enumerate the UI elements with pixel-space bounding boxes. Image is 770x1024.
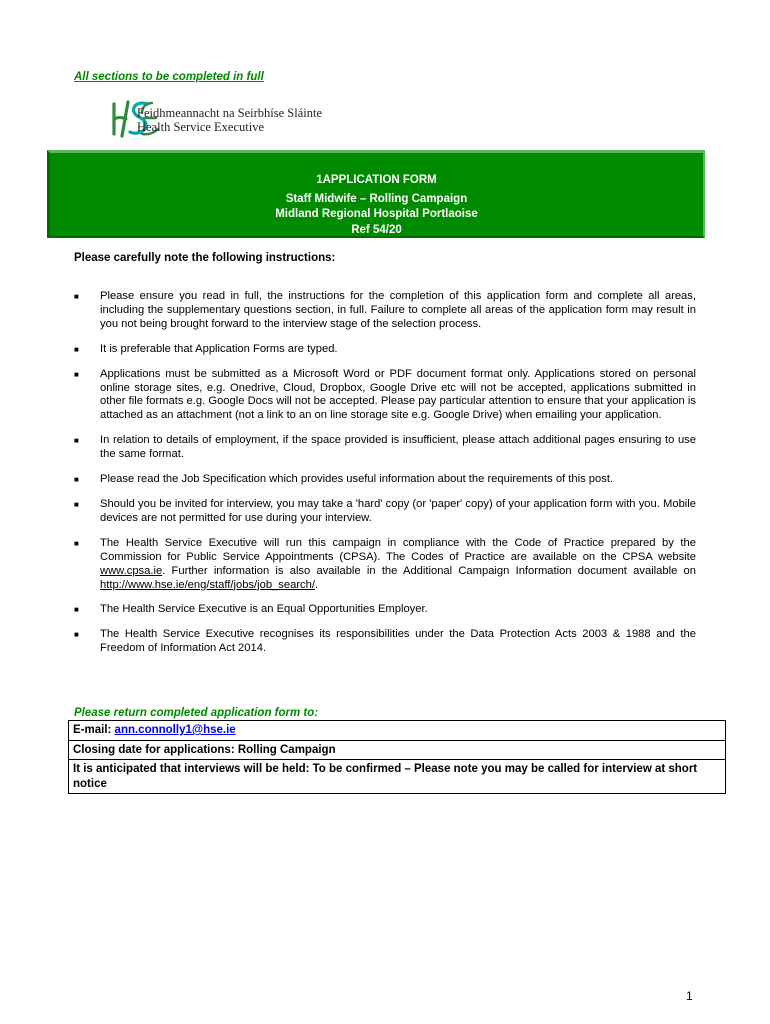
instruction-text: Please ensure you read in full, the instructions for the completion of this application form and complete all areas, including the supplementary questions section, in full. Failure to complete all areas of the application form may result in you not being brought forward to the interview stage of the selection process. (100, 290, 696, 330)
interviews-cell: It is anticipated that interviews will be held: To be confirmed – Please note you may be called for interview at short notice (69, 760, 726, 794)
page-number: 1 (686, 989, 693, 1003)
sections-note: All sections to be completed in full (74, 71, 264, 83)
closing-date-cell: Closing date for applications: Rolling Campaign (69, 740, 726, 760)
bullet-icon: ■ (74, 605, 79, 615)
instructions-heading: Please carefully note the following instructions: (74, 252, 336, 264)
list-item (74, 434, 696, 462)
list-item (74, 603, 696, 617)
bullet-icon: ■ (74, 369, 79, 379)
logo-text-irish: Feidhmeannacht na Seirbhíse Sláinte (137, 106, 323, 120)
cpsa-text-3: . (314, 578, 319, 591)
title-banner (47, 150, 705, 238)
list-item (74, 498, 696, 526)
cpsa-text-1: The Health Service Executive will run this campaign in compliance with the Code of Practice prepared by the Commission for Public Service Appointments (CPSA). The Codes of Practice are available on the CPSA website (100, 536, 696, 563)
bullet-icon: ■ (74, 538, 79, 548)
cpsa-link[interactable]: www.cpsa.ie (100, 564, 163, 577)
table-row (69, 721, 726, 741)
hse-jobs-link[interactable]: http://www.hse.ie/eng/staff/jobs/job_search/ (100, 578, 315, 591)
reference-number: Ref 54/20 (351, 223, 402, 236)
logo-text (137, 106, 322, 134)
list-item (74, 537, 696, 593)
email-cell (69, 721, 726, 741)
instructions-list (74, 290, 696, 667)
bullet-icon: ■ (74, 436, 79, 446)
instruction-text: In relation to details of employment, if the space provided is insufficient, please attach additional pages ensuring to use the same format. (100, 434, 696, 461)
instruction-text: Should you be invited for interview, you may take a 'hard' copy (or 'paper' copy) of your application form with you. Mobile devices are not permitted for use during your interview. (100, 497, 696, 524)
bullet-icon: ■ (74, 499, 79, 509)
list-item (74, 343, 696, 357)
email-label: E-mail: (73, 724, 115, 736)
list-item (74, 290, 696, 332)
campaign-title: Staff Midwife – Rolling Campaign (285, 192, 468, 205)
hospital-name: Midland Regional Hospital Portlaoise (275, 208, 478, 220)
email-link[interactable]: ann.connolly1@hse.ie (114, 724, 236, 736)
list-item (74, 473, 696, 487)
list-item (74, 368, 696, 424)
instruction-text: Applications must be submitted as a Microsoft Word or PDF document format only. Applications stored on personal online storage sites, e.g. Onedrive, Cloud, Dropbox, Google Drive etc will not be accepted, applications submitted in other file formats e.g. Google Docs will not be accepted. Please pay particular attention to ensure that your application is attached as an attachment (not a link to an on line storage site e.g. Google Drive) when emailing your application. (100, 367, 696, 422)
bullet-icon: ■ (74, 630, 79, 640)
instruction-text: It is preferable that Application Forms are typed. (100, 342, 338, 355)
return-heading: Please return completed application form to: (74, 707, 319, 719)
logo-text-english: Health Service Executive (137, 120, 265, 134)
return-info-table (68, 720, 726, 794)
cpsa-text-2: . Further information is also available in the Additional Campaign Information document available on (162, 564, 696, 577)
table-row (69, 760, 726, 794)
list-item (74, 628, 696, 656)
instruction-text: Please read the Job Specification which provides useful information about the requirements of this post. (100, 473, 614, 486)
form-title: 1APPLICATION FORM (316, 174, 437, 186)
bullet-icon: ■ (74, 344, 79, 354)
bullet-icon: ■ (74, 292, 79, 301)
table-row (69, 740, 726, 760)
instruction-text: The Health Service Executive recognises its responsibilities under the Data Protection Acts 2003 & 1988 and the Freedom of Information Act 2014. (100, 628, 696, 655)
bullet-icon: ■ (74, 475, 79, 485)
instruction-text: The Health Service Executive is an Equal Opportunities Employer. (100, 603, 428, 616)
